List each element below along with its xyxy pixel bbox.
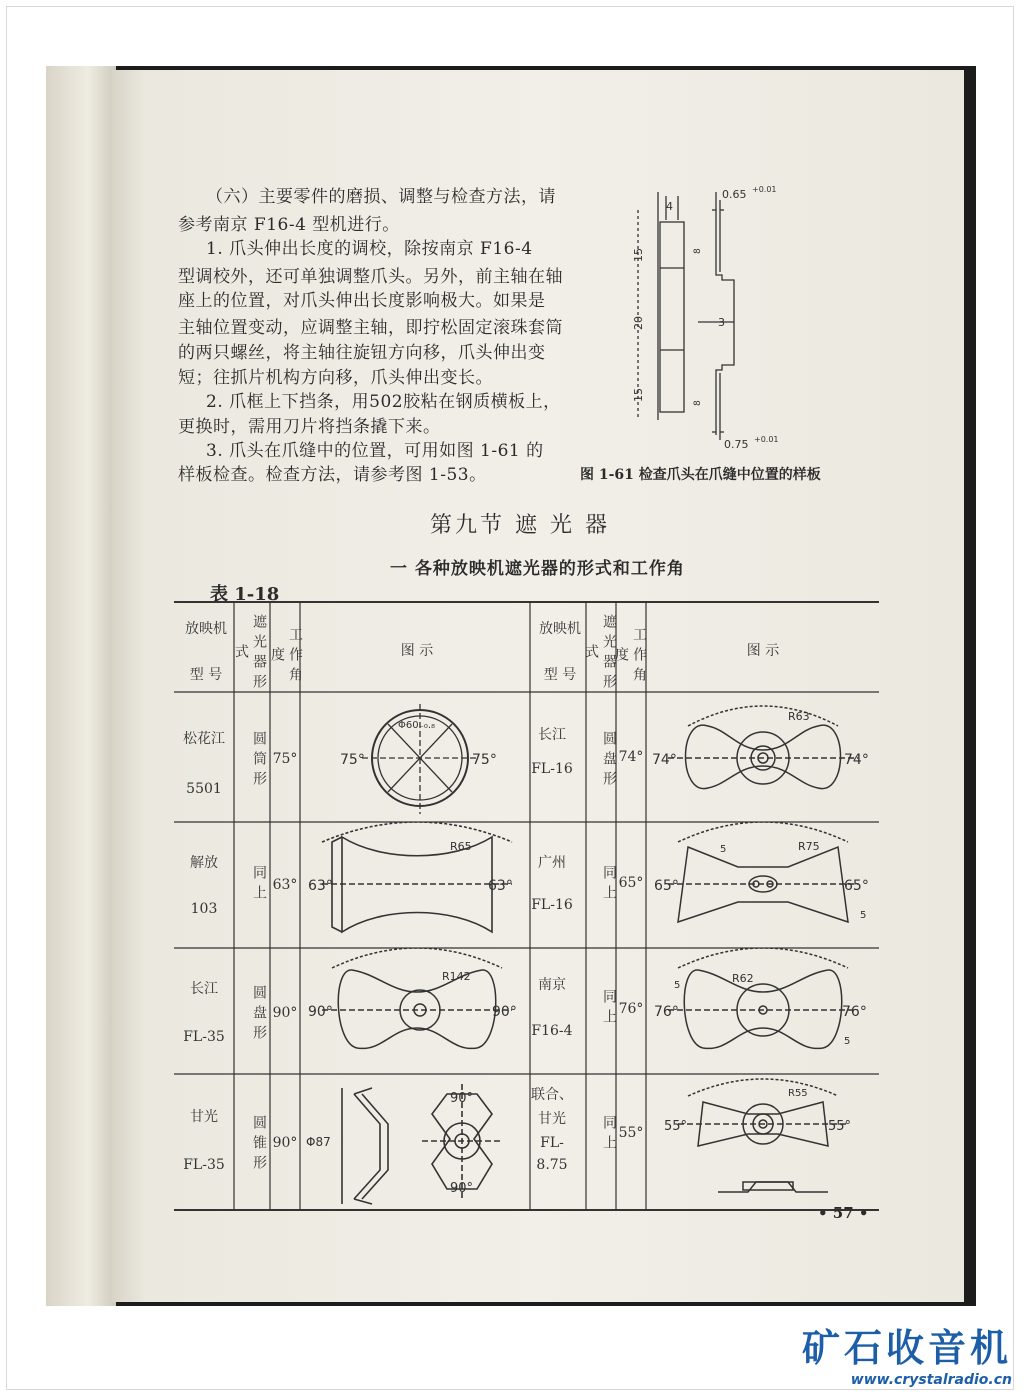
fig-label: Φ60₋₀.₈ — [398, 720, 436, 731]
row1-left-model-a: 松花江 — [183, 731, 225, 747]
body-line: 1. 爪头伸出长度的调校，除按南京 F16-4 — [206, 239, 533, 259]
row1-right-model-b: FL-16 — [531, 761, 573, 777]
row4-right-model-d: 8.75 — [536, 1157, 568, 1173]
row3-left-angle: 90° — [272, 1005, 298, 1021]
shutter-figure-row4-left — [302, 1074, 527, 1209]
table-label: 表 1-18 — [210, 584, 280, 605]
subsection-title: 一 各种放映机遮光器的形式和工作角 — [390, 559, 685, 579]
dim-tol-top: 0.65 — [722, 188, 747, 201]
header-model-2: 型 号 — [189, 667, 223, 683]
row1-right-form: 圆盘形 — [601, 731, 617, 791]
fig-label: R55 — [788, 1088, 808, 1099]
gauge-figure — [612, 180, 852, 480]
dim-tol-bot-sup: +0.01 — [754, 435, 779, 444]
header-angle-r: 工作角度 — [613, 627, 647, 687]
row2-left-model-b: 103 — [190, 901, 218, 917]
shutter-figure-row4-right — [648, 1074, 878, 1209]
row1-left-angle: 75° — [272, 751, 298, 767]
fig-label: 65° — [654, 878, 679, 894]
header-form: 遮光器形式 — [233, 614, 267, 694]
fig-label: 74° — [652, 752, 677, 768]
body-line: 参考南京 F16-4 型机进行。 — [178, 215, 400, 235]
body-line: 2. 爪框上下挡条，用502胶粘在钢质横板上， — [206, 392, 561, 412]
row4-right-model-c: FL- — [540, 1135, 564, 1151]
row2-right-model-a: 广州 — [538, 855, 566, 871]
row3-right-form: 同上 — [601, 989, 617, 1029]
body-line: （六）主要零件的磨损、调整与检查方法，请 — [206, 187, 556, 207]
row2-left-model-a: 解放 — [190, 855, 218, 871]
row4-right-model-b: 甘光 — [538, 1111, 566, 1127]
dim-tol-bot: 0.75 — [724, 438, 749, 451]
body-line: 3. 爪头在爪缝中的位置，可用如图 1-61 的 — [206, 441, 544, 461]
fig-label: Φ87 — [306, 1135, 331, 1149]
dim-8a: 8 — [693, 248, 703, 254]
fig-label: R63 — [788, 710, 810, 723]
page-number: • 57 • — [818, 1204, 869, 1222]
header-model-2r: 型 号 — [543, 667, 577, 683]
row4-left-model-a: 甘光 — [190, 1109, 218, 1125]
fig-label: 65° — [844, 878, 869, 894]
row3-right-angle: 76° — [618, 1001, 644, 1017]
body-line: 短；往抓片机构方向移，爪头伸出变长。 — [178, 368, 493, 388]
fig-label: 90° — [308, 1004, 333, 1020]
figure-caption: 图 1-61 检查爪头在爪缝中位置的样板 — [580, 467, 821, 483]
body-line: 样板检查。检查方法，请参考图 1-53。 — [178, 465, 487, 485]
watermark-logo-text: 矿石收音机 — [801, 1326, 1012, 1370]
fig-label: R62 — [732, 972, 754, 985]
fig-label: 90° — [450, 1091, 474, 1106]
fig-label: 5 — [674, 980, 681, 991]
fig-label: R142 — [442, 970, 471, 983]
shutter-figure-row2-right — [648, 822, 878, 947]
site-watermark — [802, 1317, 1012, 1388]
row1-left-form: 圆筒形 — [251, 731, 267, 791]
row4-left-form: 圆锥形 — [251, 1115, 267, 1175]
fig-label: R75 — [798, 840, 820, 853]
fig-label: R65 — [450, 840, 472, 853]
header-model-1r: 放映机 — [539, 621, 581, 637]
fig-label: 90° — [450, 1181, 474, 1196]
row4-right-form: 同上 — [601, 1115, 617, 1155]
dim-tol-top-sup: +0.01 — [752, 185, 777, 194]
shutter-figure-row3-left — [302, 948, 527, 1073]
row3-right-model-b: F16-4 — [531, 1023, 573, 1039]
fig-label: 55° — [664, 1119, 688, 1134]
fig-label: 90° — [492, 1004, 517, 1020]
row4-right-model-a: 联合、 — [531, 1087, 573, 1103]
fig-label: 63° — [488, 878, 513, 894]
fig-label: 76° — [654, 1004, 679, 1020]
fig-label: 75° — [340, 752, 365, 768]
fig-label: 5 — [720, 844, 727, 855]
row2-left-form: 同上 — [251, 865, 267, 905]
header-figure: 图 示 — [400, 643, 434, 659]
row3-left-model-a: 长江 — [190, 981, 218, 997]
fig-label: 75° — [472, 752, 497, 768]
dim-8b: 8 — [693, 400, 703, 406]
header-model-1: 放映机 — [185, 621, 227, 637]
dim-3: 3 — [718, 316, 725, 329]
shutter-figure-row3-right — [648, 948, 878, 1073]
row3-right-model-a: 南京 — [538, 977, 566, 993]
shutter-figure-row2-left — [302, 822, 527, 947]
row2-right-form: 同上 — [601, 865, 617, 905]
dim-20: 20 — [632, 316, 645, 330]
row1-left-model-b: 5501 — [186, 781, 222, 797]
header-form-r: 遮光器形式 — [583, 614, 617, 694]
row3-left-model-b: FL-35 — [183, 1029, 225, 1045]
dim-15a: 15 — [632, 248, 645, 262]
fig-label: 63° — [308, 878, 333, 894]
header-angle: 工作角度 — [269, 627, 303, 687]
header-figure-r: 图 示 — [746, 643, 780, 659]
fig-label: 5 — [860, 910, 867, 921]
fig-label: 76° — [842, 1004, 867, 1020]
watermark-url: www.crystalradio.cn — [850, 1372, 1012, 1388]
row1-right-model-a: 长江 — [538, 727, 566, 743]
body-line: 更换时，需用刀片将挡条撬下来。 — [178, 417, 441, 437]
row3-left-form: 圆盘形 — [251, 985, 267, 1045]
body-line: 座上的位置，对爪头伸出长度影响极大。如果是 — [178, 291, 546, 311]
row4-left-model-b: FL-35 — [183, 1157, 225, 1173]
body-line: 主轴位置变动，应调整主轴，即拧松固定滚珠套筒 — [178, 318, 563, 338]
dim-15b: 15 — [632, 388, 645, 402]
row4-left-angle: 90° — [272, 1135, 298, 1151]
fig-label: 5 — [844, 1036, 851, 1047]
row4-right-angle: 55° — [618, 1125, 644, 1141]
shutter-figure-row1-left — [302, 696, 527, 821]
row2-right-model-b: FL-16 — [531, 897, 573, 913]
dim-top: 4 — [666, 200, 673, 213]
row2-left-angle: 63° — [272, 877, 298, 893]
row2-right-angle: 65° — [618, 875, 644, 891]
body-line: 的两只螺丝，将主轴往旋钮方向移，爪头伸出变 — [178, 343, 546, 363]
body-line: 型调校外，还可单独调整爪头。另外，前主轴在轴 — [178, 267, 563, 287]
fig-label: 74° — [844, 752, 869, 768]
left-page-edge — [46, 66, 116, 1306]
book-page — [112, 70, 964, 1302]
section-title: 第九节 遮 光 器 — [430, 513, 610, 538]
fig-label: 55° — [828, 1119, 852, 1134]
shutter-figure-row1-right — [648, 696, 878, 821]
row1-right-angle: 74° — [618, 749, 644, 765]
